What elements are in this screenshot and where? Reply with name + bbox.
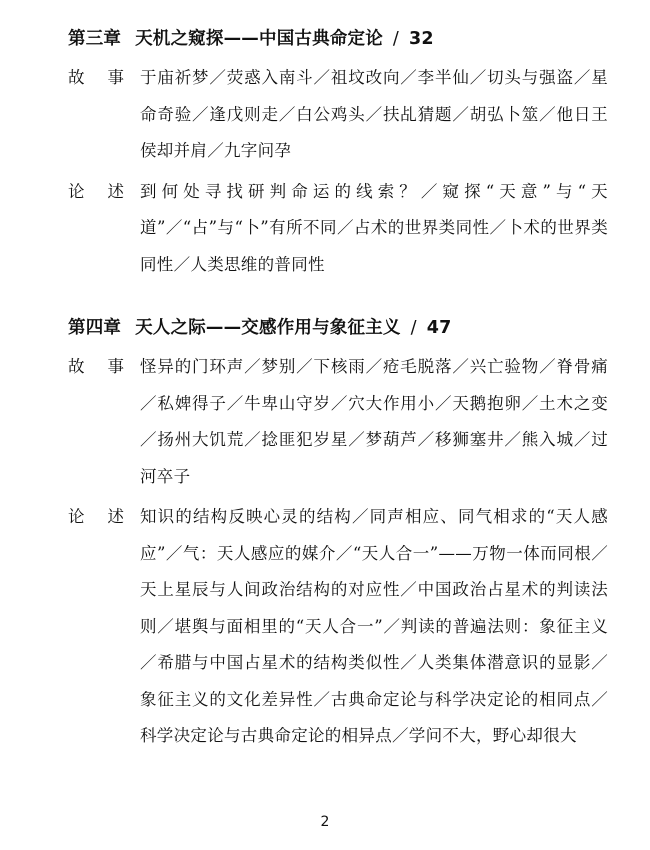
stories-label: 故 事 [68,357,124,376]
chapter-page-number: 32 [409,29,434,49]
chapter-page-number: 47 [426,318,452,338]
discussion-entry [68,499,608,755]
discussion-label: 论 述 [68,507,124,526]
stories-text: 怪异的门环声／梦别／下核雨／疮毛脱落／兴亡验物／脊骨痛／私婢得子／牛卑山守岁／穴大作用小／天鹅抱卵／土木之变／扬州大饥荒／捻匪犯岁星／梦葫芦／移狮塞井／熊入城／过河卒子 [140,357,608,486]
discussion-label: 论 述 [68,181,124,201]
stories-entry [68,60,608,170]
title-separator: / [392,29,400,49]
chapter-heading [68,24,608,56]
page-number: 2 [320,814,330,830]
stories-text: 于庙祈梦／荧惑入南斗／祖坟改向／李半仙／切头与强盗／星命奇验／逢戊则走／白公鸡头／扶乩猜题／胡弘卜筮／他日王侯却并肩／九字问孕 [140,68,608,160]
chapter-heading [68,313,608,345]
title-separator: / [410,318,417,338]
discussion-text: 知识的结构反映心灵的结构／同声相应、同气相求的“天人感应”／气：天人感应的媒介／“天人合一”——万物一体而同根／天上星辰与人间政治结构的对应性／中国政治占星术的判读法则／堪舆与面相里的“天人合一”／判读的普遍法则：象征主义／希腊与中国占星术的结构类似性／人类集体潜意识的显影／象征主义的文化差异性／古典命定论与科学决定论的相同点／科学决定论与古典命定论的相异点／学问不大，野心却很大 [140,507,608,745]
chapter-section [68,313,608,755]
discussion-entry [68,174,608,284]
discussion-text: 到何处寻找研判命运的线索？／窥探“天意”与“天道”／“占”与“卜”有所不同／占术的世界类同性／卜术的世界类同性／人类思维的普同性 [140,181,608,274]
chapter-number: 第四章 [68,318,122,338]
chapter-number: 第三章 [68,29,122,49]
chapter-section [68,24,608,283]
chapter-title: 天人之际——交感作用与象征主义 [135,318,401,338]
stories-label: 故 事 [68,68,124,87]
chapter-title: 天机之窥探——中国古典命定论 [135,29,383,49]
stories-entry [68,349,608,495]
